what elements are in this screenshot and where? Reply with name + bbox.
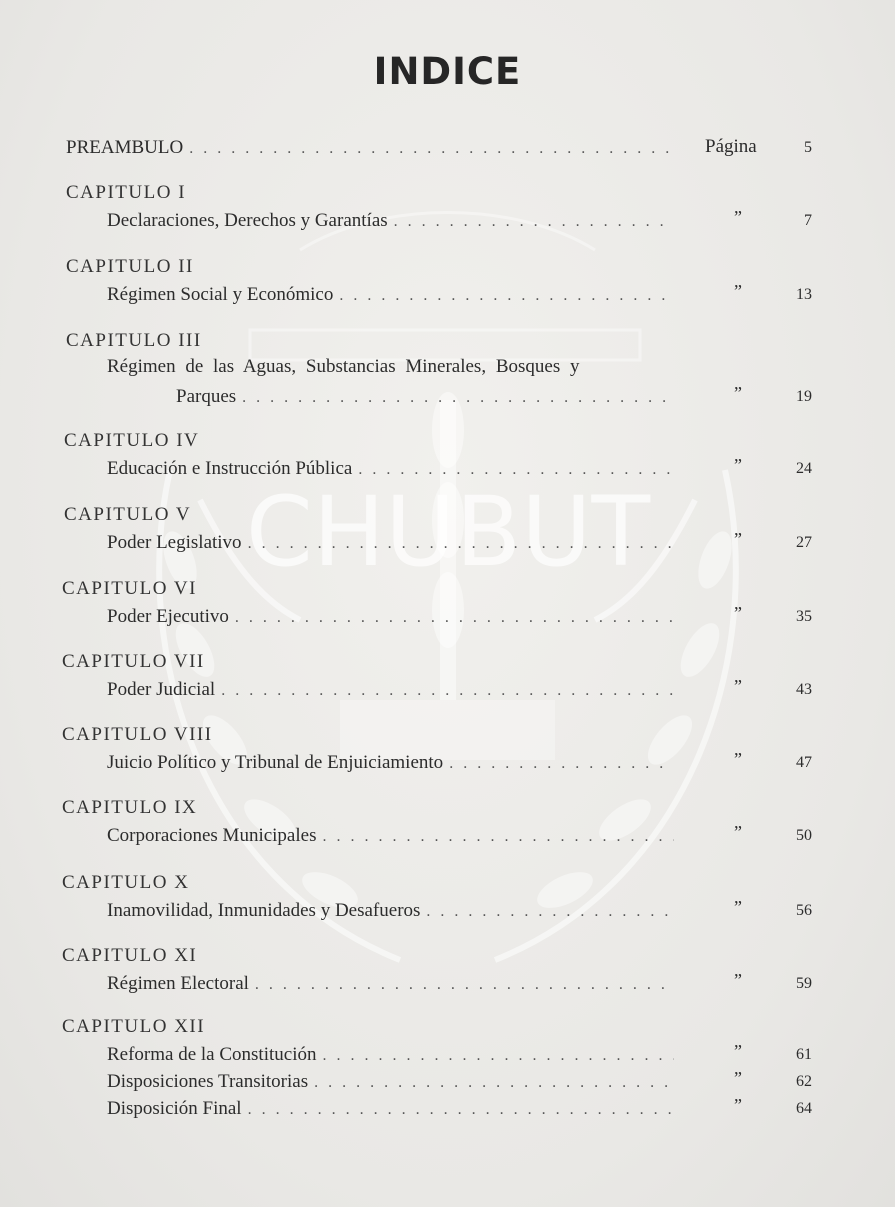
page-number: 62 [796, 1073, 812, 1090]
toc-entry [107, 605, 680, 630]
chapter-heading: CAPITULO XI [62, 945, 198, 966]
page-number: 27 [796, 534, 812, 551]
page-number: 61 [796, 1046, 812, 1063]
ditto-mark: ” [734, 970, 742, 990]
page-number: 43 [796, 681, 812, 698]
page-number: 64 [796, 1100, 812, 1117]
chapter-heading: CAPITULO VI [62, 578, 197, 599]
dot-leader [242, 386, 674, 410]
dot-leader [255, 973, 674, 997]
page-number: 50 [796, 827, 812, 844]
ditto-mark: ” [734, 281, 742, 301]
ditto-mark: ” [734, 529, 742, 549]
dot-leader [189, 137, 674, 161]
toc-entry [107, 1070, 680, 1095]
toc-entry [107, 899, 680, 924]
dot-leader [358, 458, 674, 482]
page-number: 13 [796, 286, 812, 303]
entry-label-line: Régimen de las Aguas, Substancias Minerales, Bosques y [107, 356, 580, 377]
dot-leader [322, 1044, 674, 1068]
ditto-mark: ” [734, 383, 742, 403]
ditto-mark: ” [734, 822, 742, 842]
chapter-heading: CAPITULO IX [62, 797, 198, 818]
dot-leader [235, 606, 674, 630]
dot-leader [394, 210, 674, 234]
chapter-heading: CAPITULO I [66, 182, 187, 203]
page-number: 47 [796, 754, 812, 771]
dot-leader [248, 1098, 674, 1122]
toc-entry-label: Poder Legislativo [107, 532, 242, 553]
toc-entry-label: Corporaciones Municipales [107, 825, 317, 846]
dot-leader [314, 1071, 674, 1095]
toc-entry [107, 531, 680, 556]
toc-entry [107, 678, 680, 703]
toc-entry-label: Inamovilidad, Inmunidades y Desafueros [107, 900, 421, 921]
toc-entry-label: Régimen Social y Económico [107, 284, 334, 305]
toc-entry-label: Poder Ejecutivo [107, 606, 229, 627]
toc-entry-label: Disposiciones Transitorias [107, 1071, 309, 1092]
toc-entry-label: Educación e Instrucción Pública [107, 458, 353, 479]
page-number: 5 [804, 139, 812, 156]
ditto-mark: ” [734, 1068, 742, 1088]
dot-leader [221, 679, 674, 703]
page-number: 19 [796, 388, 812, 405]
chapter-heading: CAPITULO IV [64, 430, 200, 451]
toc-entry-label: Poder Judicial [107, 679, 216, 700]
ditto-mark: ” [734, 897, 742, 917]
toc-entry [107, 1097, 680, 1122]
toc-entry [107, 457, 680, 482]
page-number: 7 [804, 212, 812, 229]
page-number: 59 [796, 975, 812, 992]
chapter-heading: CAPITULO III [66, 330, 202, 351]
dot-leader [339, 284, 674, 308]
toc-entry-label: Régimen Electoral [107, 973, 249, 994]
chapter-heading: CAPITULO X [62, 872, 190, 893]
page-number: 56 [796, 902, 812, 919]
page-number: 24 [796, 460, 812, 477]
dot-leader [248, 532, 674, 556]
ditto-mark: ” [734, 455, 742, 475]
toc-entry-label: Parques [176, 386, 237, 407]
chapter-heading: CAPITULO VIII [62, 724, 213, 745]
chapter-heading: CAPITULO V [64, 504, 192, 525]
page-title: INDICE [373, 50, 522, 93]
ditto-mark: ” [734, 1041, 742, 1061]
dot-leader [449, 752, 674, 776]
toc-entry [176, 385, 680, 410]
ditto-mark: ” [734, 676, 742, 696]
preamble-entry-label: PREAMBULO [66, 137, 184, 158]
watermark-text: CHUBUT [245, 476, 651, 588]
chapter-heading: CAPITULO XII [62, 1016, 206, 1037]
toc-entry [107, 751, 680, 776]
toc-entry [107, 283, 680, 308]
toc-entry [107, 972, 680, 997]
ditto-mark: ” [734, 1095, 742, 1115]
toc-entry-label: Juicio Político y Tribunal de Enjuiciamiento [107, 752, 444, 773]
chapter-heading: CAPITULO VII [62, 651, 205, 672]
chapter-heading: CAPITULO II [66, 256, 194, 277]
toc-entry-label: Disposición Final [107, 1098, 242, 1119]
dot-leader [426, 900, 674, 924]
toc-entry [107, 824, 680, 849]
preamble-entry [66, 136, 680, 161]
toc-entry [107, 1043, 680, 1068]
dot-leader [322, 825, 674, 849]
toc-entry [107, 209, 680, 234]
toc-entry-label: Declaraciones, Derechos y Garantías [107, 210, 388, 231]
page-number: 35 [796, 608, 812, 625]
page-word-label: Página [705, 136, 757, 157]
ditto-mark: ” [734, 603, 742, 623]
ditto-mark: ” [734, 207, 742, 227]
toc-entry-label: Reforma de la Constitución [107, 1044, 317, 1065]
ditto-mark: ” [734, 749, 742, 769]
